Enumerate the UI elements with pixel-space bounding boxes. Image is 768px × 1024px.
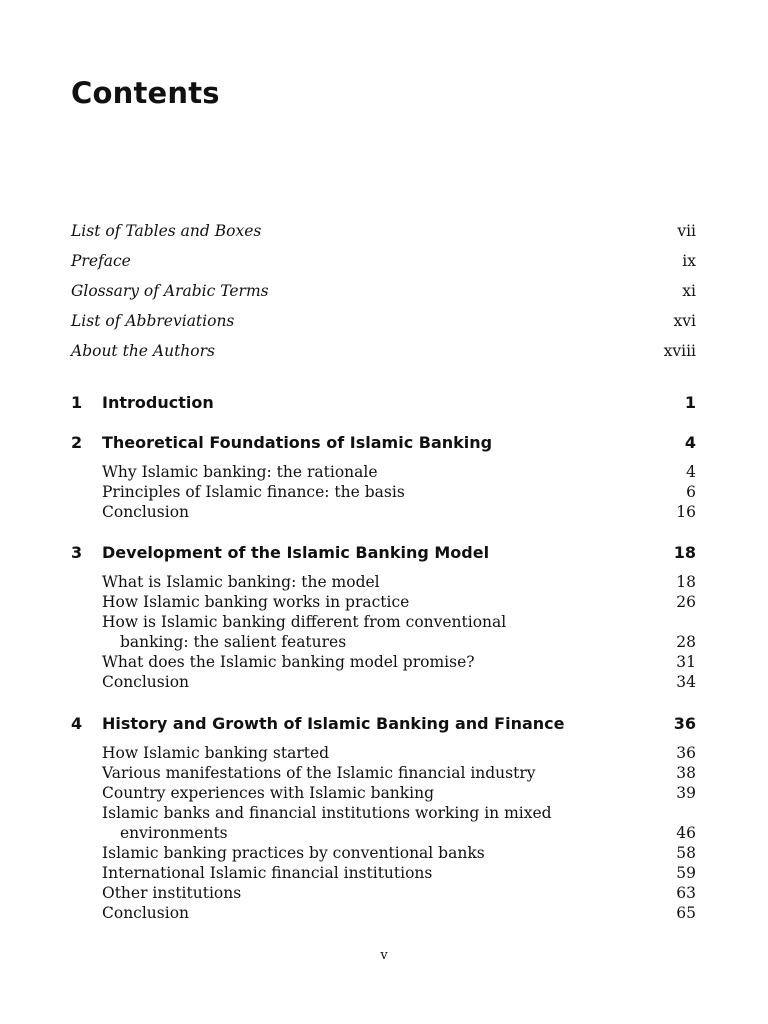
section-page: 63 bbox=[676, 884, 696, 902]
front-matter-item bbox=[71, 312, 696, 330]
section-title: Country experiences with Islamic banking bbox=[102, 784, 435, 802]
section-entry bbox=[102, 904, 696, 922]
entry-page: vii bbox=[677, 222, 696, 240]
entry-page: xvi bbox=[673, 312, 696, 330]
section-entry-continuation bbox=[120, 824, 696, 842]
chapter-heading bbox=[71, 433, 696, 452]
section-entry bbox=[102, 573, 696, 591]
entry-page: xviii bbox=[663, 342, 696, 360]
chapter-title: Development of the Islamic Banking Model bbox=[102, 543, 490, 562]
chapter-number: 3 bbox=[71, 543, 83, 562]
entry-label: Preface bbox=[71, 252, 131, 270]
entry-label: List of Tables and Boxes bbox=[71, 222, 262, 240]
section-title: Other institutions bbox=[102, 884, 242, 902]
chapter-number: 4 bbox=[71, 714, 83, 733]
chapter-page: 1 bbox=[684, 393, 696, 412]
section-title: Various manifestations of the Islamic financial industry bbox=[102, 764, 536, 782]
section-entry bbox=[102, 653, 696, 671]
entry-label: About the Authors bbox=[71, 342, 215, 360]
section-entry bbox=[102, 884, 696, 902]
section-page: 28 bbox=[676, 633, 696, 651]
section-page: 4 bbox=[686, 463, 696, 481]
section-entry bbox=[102, 864, 696, 882]
section-title: What does the Islamic banking model promise? bbox=[102, 653, 475, 671]
section-page: 26 bbox=[676, 593, 696, 611]
page-number: v bbox=[380, 948, 388, 963]
chapter-page: 18 bbox=[673, 543, 696, 562]
chapter-heading bbox=[71, 714, 696, 733]
section-page: 38 bbox=[676, 764, 696, 782]
section-title: Conclusion bbox=[102, 503, 190, 521]
section-entry bbox=[102, 613, 696, 631]
chapter-number: 2 bbox=[71, 433, 83, 452]
chapter-title: Introduction bbox=[102, 393, 214, 412]
chapter-title: Theoretical Foundations of Islamic Banking bbox=[102, 433, 493, 452]
section-page: 34 bbox=[676, 673, 696, 691]
chapter-heading bbox=[71, 543, 696, 562]
chapter-heading bbox=[71, 393, 696, 412]
section-entry bbox=[102, 844, 696, 862]
section-entry bbox=[102, 784, 696, 802]
section-title: How Islamic banking works in practice bbox=[102, 593, 410, 611]
front-matter-item bbox=[71, 222, 696, 240]
section-page: 16 bbox=[676, 503, 696, 521]
entry-label: Glossary of Arabic Terms bbox=[71, 282, 269, 300]
section-page: 58 bbox=[676, 844, 696, 862]
section-title: What is Islamic banking: the model bbox=[102, 573, 380, 591]
entry-page: ix bbox=[682, 252, 696, 270]
section-title: How is Islamic banking different from conventional bbox=[102, 613, 507, 631]
chapter-page: 36 bbox=[673, 714, 696, 733]
section-title: Islamic banking practices by conventional banks bbox=[102, 844, 485, 862]
section-page: 6 bbox=[686, 483, 696, 501]
section-title: Why Islamic banking: the rationale bbox=[102, 463, 378, 481]
section-entry bbox=[102, 673, 696, 691]
section-entry bbox=[102, 503, 696, 521]
section-entry bbox=[102, 804, 696, 822]
section-title-continuation: banking: the salient features bbox=[120, 633, 347, 651]
section-title: Conclusion bbox=[102, 673, 190, 691]
section-title: Principles of Islamic finance: the basis bbox=[102, 483, 405, 501]
section-title: How Islamic banking started bbox=[102, 744, 330, 762]
section-entry bbox=[102, 764, 696, 782]
chapter-page: 4 bbox=[684, 433, 696, 452]
chapter-title: History and Growth of Islamic Banking and Finance bbox=[102, 714, 565, 733]
chapter-number: 1 bbox=[71, 393, 83, 412]
section-title-continuation: environments bbox=[120, 824, 228, 842]
section-page: 39 bbox=[676, 784, 696, 802]
section-page: 46 bbox=[676, 824, 696, 842]
entry-label: List of Abbreviations bbox=[71, 312, 235, 330]
section-page: 31 bbox=[676, 653, 696, 671]
section-entry bbox=[102, 463, 696, 481]
section-title: Conclusion bbox=[102, 904, 190, 922]
section-entry bbox=[102, 483, 696, 501]
section-page: 59 bbox=[676, 864, 696, 882]
section-page: 65 bbox=[676, 904, 696, 922]
page-title: Contents bbox=[71, 76, 220, 110]
section-title: Islamic banks and financial institutions working in mixed bbox=[102, 804, 552, 822]
entry-page: xi bbox=[682, 282, 696, 300]
section-page: 36 bbox=[676, 744, 696, 762]
section-entry bbox=[102, 744, 696, 762]
front-matter-item bbox=[71, 282, 696, 300]
section-entry-continuation bbox=[120, 633, 696, 651]
front-matter-item bbox=[71, 342, 696, 360]
section-title: International Islamic financial institutions bbox=[102, 864, 433, 882]
front-matter-item bbox=[71, 252, 696, 270]
section-page: 18 bbox=[676, 573, 696, 591]
section-entry bbox=[102, 593, 696, 611]
